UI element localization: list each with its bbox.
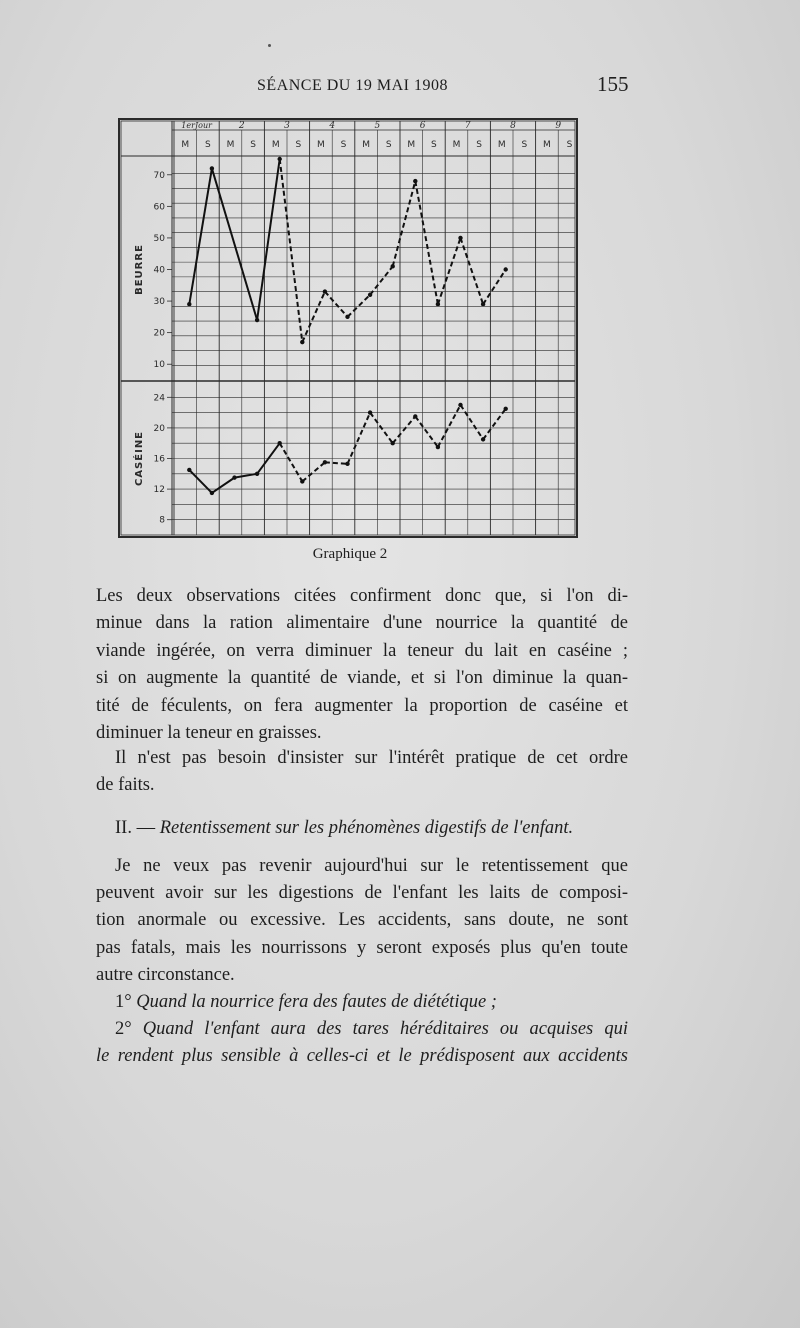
paragraph-3 <box>96 880 628 990</box>
series-segment <box>393 181 416 266</box>
text-line: Il n'est pas besoin d'insister sur l'intérêt pratique de cet ordre <box>115 748 628 768</box>
item-number: 1° <box>115 992 132 1012</box>
data-point <box>187 468 191 472</box>
ms-label: M <box>362 140 370 150</box>
series-segment <box>438 238 461 304</box>
paragraph-1 <box>96 583 628 747</box>
series-segment <box>212 168 257 320</box>
series-segment <box>348 413 371 464</box>
data-point <box>458 403 462 407</box>
day-label: 7 <box>464 121 471 131</box>
ms-label: M <box>226 140 235 150</box>
y-tick-label: 70 <box>153 170 165 181</box>
list-item-1 <box>115 989 628 1016</box>
series-segment <box>415 181 438 304</box>
data-point <box>210 166 214 170</box>
data-point <box>391 264 395 268</box>
ms-label: S <box>205 140 211 150</box>
text-line: pas fatals, mais les nourrissons y seront exposés plus qu'en toute <box>96 937 628 958</box>
day-label: 8 <box>510 121 516 131</box>
data-point <box>391 441 395 445</box>
data-point <box>232 475 236 479</box>
y-tick-label: 40 <box>153 265 165 276</box>
ms-label: M <box>497 140 506 150</box>
ms-label: M <box>271 140 280 150</box>
series-segment <box>189 470 212 493</box>
list-item-2-continued <box>96 1043 628 1070</box>
y-tick-label: 10 <box>153 360 165 371</box>
series-segment <box>461 405 484 439</box>
series-segment <box>302 292 325 343</box>
series-segment <box>461 238 484 304</box>
panel-name: CASÉINE <box>134 430 145 487</box>
data-point <box>278 441 282 445</box>
series-segment <box>235 474 258 478</box>
text-line: tité de féculents, on fera augmenter la proportion de caséine et <box>96 695 628 716</box>
data-point <box>436 302 440 306</box>
series-segment <box>302 462 325 481</box>
data-point <box>436 445 440 449</box>
data-point <box>323 289 327 293</box>
ms-label: M <box>407 140 416 150</box>
list-item-2-line <box>115 1016 628 1043</box>
y-tick-label: 60 <box>153 202 165 213</box>
section-number: II. — <box>115 818 156 838</box>
series-segment <box>370 266 393 294</box>
section-heading-line <box>115 815 615 842</box>
y-tick-label: 8 <box>159 515 165 526</box>
panel-name: BEURRE <box>134 244 145 295</box>
data-point <box>300 479 304 483</box>
paragraph-3-first <box>115 853 628 880</box>
list-item-2 <box>115 1016 628 1043</box>
ms-label: S <box>340 140 347 150</box>
ms-label: M <box>543 140 551 150</box>
ms-label: S <box>250 140 256 150</box>
paragraph-2 <box>115 745 628 772</box>
y-tick-label: 30 <box>153 297 165 308</box>
day-label: 1erJour <box>181 121 212 130</box>
item-text: Quand l'enfant aura des tares héréditaires ou acquises qui <box>142 1019 629 1039</box>
y-tick-label: 50 <box>153 233 165 244</box>
series-segment <box>257 159 280 320</box>
data-point <box>345 315 349 319</box>
data-point <box>210 491 214 495</box>
series-segment <box>189 168 212 304</box>
y-tick-label: 20 <box>153 328 165 339</box>
series-segment <box>483 270 506 305</box>
data-point <box>368 410 372 414</box>
text-line: diminuer la teneur en graisses. <box>96 723 322 744</box>
data-point <box>458 236 462 240</box>
ms-label: S <box>476 140 482 150</box>
series-segment <box>280 159 303 342</box>
data-point <box>413 179 417 183</box>
data-point <box>300 340 304 344</box>
y-tick-label: 12 <box>153 485 165 496</box>
series-segment <box>393 416 416 443</box>
paragraph-2-end <box>96 772 628 799</box>
day-label: 3 <box>284 121 290 131</box>
day-label: 2 <box>238 121 245 131</box>
series-segment <box>415 416 438 447</box>
day-label: 5 <box>374 121 381 131</box>
ms-label: M <box>452 140 461 150</box>
series-segment <box>438 405 461 447</box>
data-point <box>413 414 417 418</box>
figure-caption: Graphique 2 <box>312 546 388 562</box>
data-point <box>481 437 485 441</box>
running-header <box>0 72 800 102</box>
ms-label: S <box>385 140 392 150</box>
y-tick-label: 16 <box>153 454 165 465</box>
ms-label: M <box>317 140 325 150</box>
ms-label: S <box>431 140 437 150</box>
ms-label: S <box>521 140 528 150</box>
data-point <box>278 157 282 161</box>
data-point <box>323 460 327 464</box>
text-line: de faits. <box>96 775 155 795</box>
text-line: si on augmente la quantité de viande, et si l'on diminue la quan- <box>96 668 628 689</box>
ms-label: S <box>295 140 302 150</box>
series-segment <box>280 443 303 481</box>
day-label: 9 <box>555 121 562 131</box>
series-segment <box>348 295 371 317</box>
list-item-1-line <box>115 989 628 1016</box>
data-point <box>504 407 508 411</box>
header-title: SÉANCE DU 19 MAI 1908 <box>257 77 448 94</box>
ms-label: S <box>566 140 573 150</box>
day-label: 4 <box>329 121 336 131</box>
graphique-2-chart <box>118 118 580 538</box>
data-point <box>187 302 191 306</box>
series-segment <box>325 462 348 464</box>
text-line: Les deux observations citées confirment donc que, si l'on di- <box>96 586 628 606</box>
text-line: Je ne veux pas revenir aujourd'hui sur le retentissement que <box>115 856 628 876</box>
series-segment <box>483 409 506 440</box>
data-point <box>255 472 259 476</box>
item-number: 2° <box>115 1019 132 1039</box>
data-point <box>504 267 508 271</box>
ink-speck <box>268 44 271 47</box>
text-line: viande ingérée, on verra diminuer la teneur du lait en caséine ; <box>96 640 628 661</box>
day-label: 6 <box>419 121 426 131</box>
section-title: Retentissement sur les phénomènes digestifs de l'enfant. <box>159 818 574 838</box>
text-line: le rendent plus sensible à celles-ci et le prédisposent aux accidents <box>96 1046 628 1066</box>
text-line: tion anormale ou excessive. Les accidents, sans doute, ne sont <box>96 910 628 931</box>
series-segment <box>212 478 235 493</box>
data-point <box>368 293 372 297</box>
text-line: minue dans la ration alimentaire d'une nourrice la quantité de <box>96 613 628 634</box>
item-text: Quand la nourrice fera des fautes de diététique ; <box>136 992 497 1012</box>
y-tick-label: 20 <box>153 423 165 434</box>
text-line: autre circonstance. <box>96 965 235 986</box>
chart-inner-frame <box>121 121 575 535</box>
section-heading <box>115 815 615 842</box>
y-tick-label: 24 <box>153 393 165 404</box>
data-point <box>255 318 259 322</box>
chart-frame <box>119 119 577 537</box>
series-segment <box>325 292 348 317</box>
page-number: 155 <box>597 72 629 96</box>
text-line: peuvent avoir sur les digestions de l'enfant les laits de composi- <box>96 883 628 903</box>
data-point <box>345 462 349 466</box>
data-point <box>481 302 485 306</box>
ms-label: M <box>181 140 190 150</box>
